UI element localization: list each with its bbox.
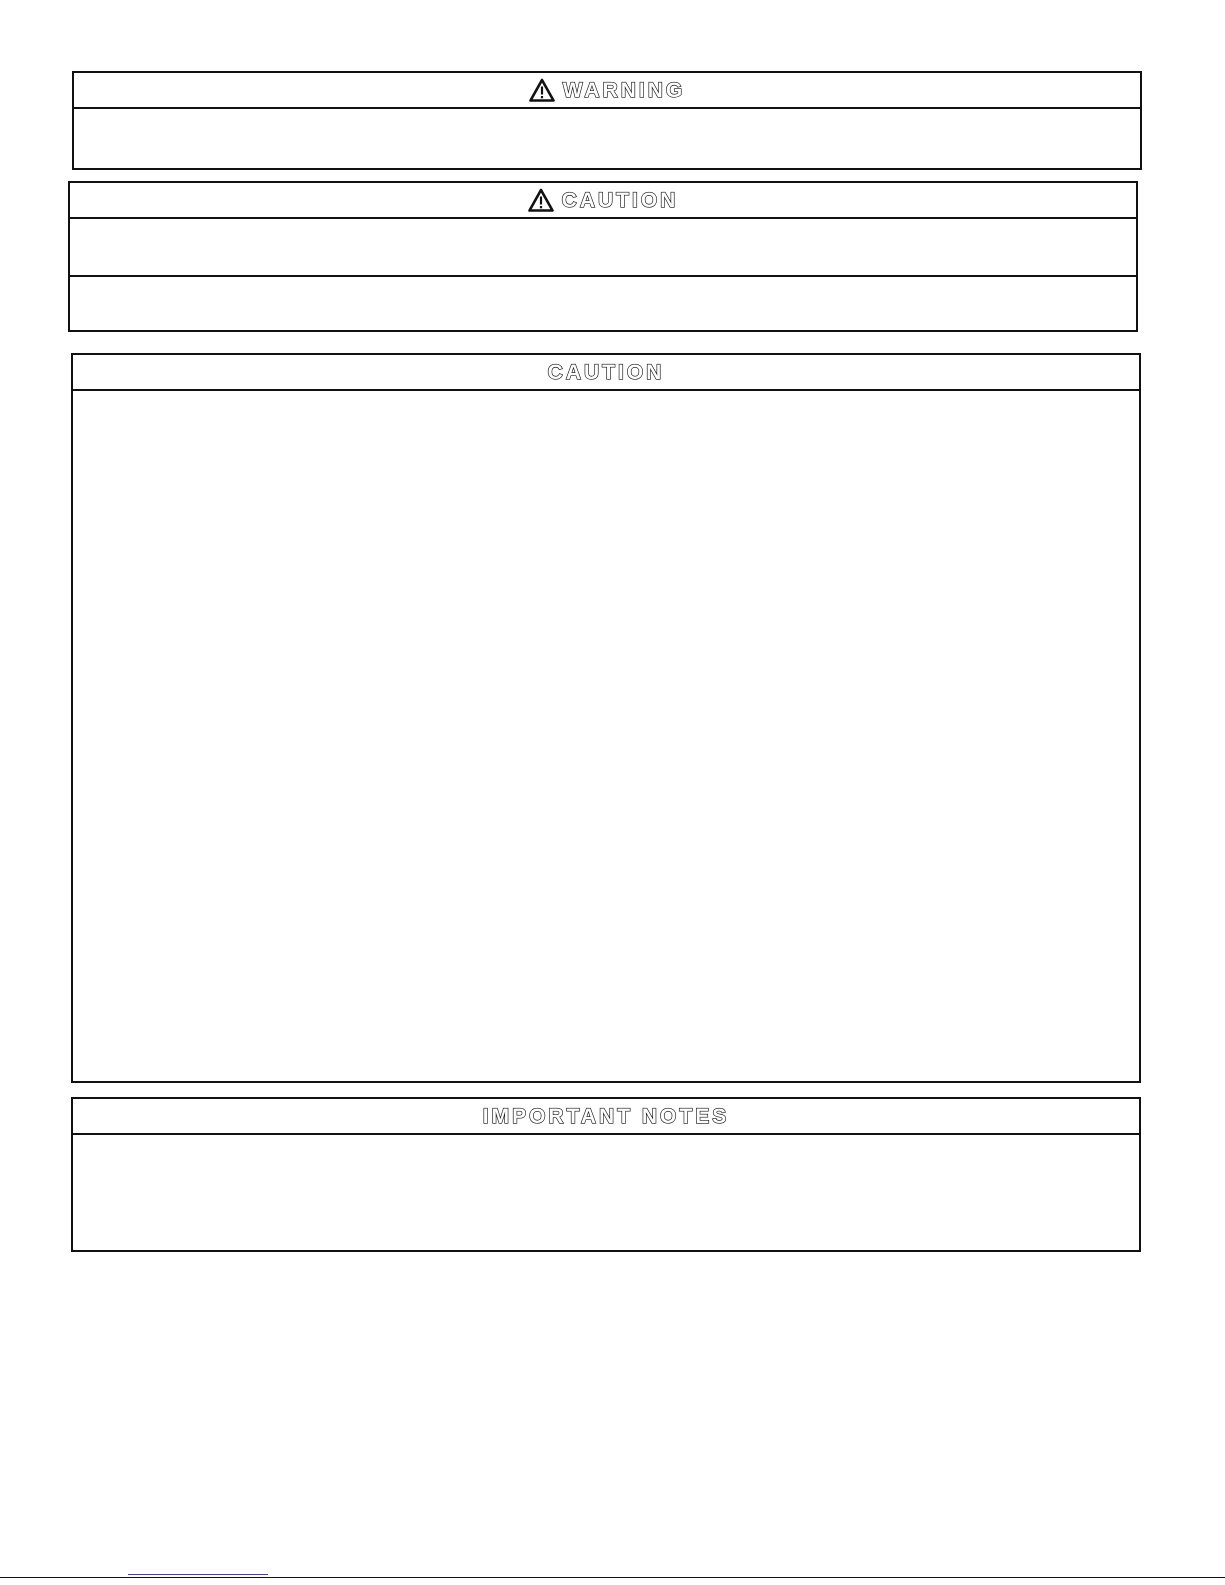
warning-triangle-icon	[529, 78, 555, 102]
caution-alert-row-1	[70, 219, 1136, 275]
important-notes-title: IMPORTANT NOTES	[482, 1104, 730, 1128]
caution-body	[73, 391, 1139, 1081]
important-notes-header	[73, 1099, 1139, 1135]
caution-title: CAUTION	[547, 360, 665, 384]
important-notes-body	[73, 1135, 1139, 1250]
caution-alert-header	[70, 183, 1136, 219]
warning-triangle-icon	[528, 188, 554, 212]
warning-title: WARNING	[562, 78, 686, 102]
warning-box	[72, 71, 1142, 170]
warning-body	[74, 109, 1140, 168]
important-notes-box	[71, 1097, 1141, 1252]
caution-box	[71, 353, 1141, 1083]
caution-alert-row-2	[70, 275, 1136, 330]
warning-header	[74, 73, 1140, 109]
footer-link-underline[interactable]	[128, 1574, 268, 1575]
caution-header	[73, 355, 1139, 391]
caution-alert-box	[68, 181, 1138, 332]
footer-rule	[0, 1577, 1225, 1578]
caution-alert-title: CAUTION	[561, 188, 679, 212]
